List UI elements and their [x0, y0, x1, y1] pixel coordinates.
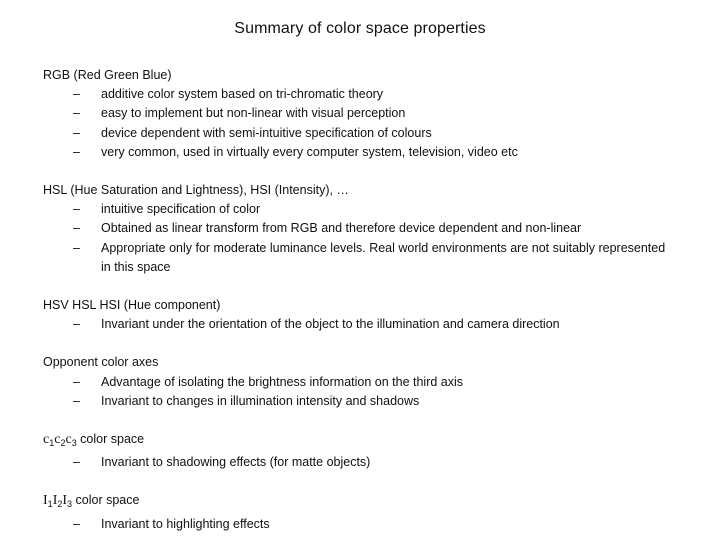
section-heading: RGB (Red Green Blue)	[43, 68, 172, 82]
dash-bullet: –	[73, 221, 80, 236]
list-item: – Invariant to highlighting effects	[43, 515, 693, 534]
dash-bullet: –	[73, 144, 80, 159]
list-item: – Appropriate only for moderate luminance levels. Real world environments are not suitably represented in this space	[73, 240, 666, 274]
list-item: – Invariant to changes in illumination intensity and shadows	[43, 392, 693, 411]
page-title: Summary of color space properties	[234, 20, 486, 37]
list-item: – Invariant under the orientation of the object to the illumination and camera direction	[43, 315, 693, 334]
section-heading: $c_1c_2c_3$ color space	[43, 432, 145, 449]
dash-bullet: –	[73, 125, 80, 140]
list-item: – very common, used in virtually every computer system, television, video etc	[43, 143, 693, 162]
dash-bullet: –	[73, 202, 80, 217]
section-heading: HSV HSL HSI (Hue component)	[43, 298, 221, 313]
section-heading: HSL (Hue Saturation and Lightness), HSI (Intensity), …	[43, 183, 349, 198]
section-i1i2i3	[43, 491, 693, 533]
dash-bullet: –	[73, 393, 80, 408]
section-rgb	[43, 66, 693, 162]
dash-bullet: –	[73, 374, 80, 389]
dash-bullet: –	[73, 240, 80, 255]
section-hsl	[43, 181, 693, 277]
dash-bullet: –	[73, 317, 80, 332]
list-item: – intuitive specification of color	[43, 200, 693, 219]
section-hue	[43, 296, 693, 334]
list-item: – Advantage of isolating the brightness information on the third axis	[43, 373, 693, 392]
dash-bullet: –	[73, 87, 80, 102]
list-item: – Obtained as linear transform from RGB and therefore device dependent and non-linear	[43, 219, 693, 238]
dash-bullet: –	[73, 455, 80, 470]
section-c1c2c3	[43, 430, 693, 472]
list-item: – device dependent with semi-intuitive specification of colours	[43, 124, 693, 143]
list-item: – easy to implement but non-linear with visual perception	[43, 104, 693, 123]
section-heading: $I_1I_2I_3$ color space	[43, 493, 140, 510]
list-item: – Invariant to shadowing effects (for matte objects)	[43, 453, 693, 472]
list-item: – additive color system based on tri-chromatic theory	[43, 85, 693, 104]
dash-bullet: –	[73, 516, 80, 531]
dash-bullet: –	[73, 106, 80, 121]
properties-list	[43, 66, 693, 553]
section-opponent	[43, 353, 693, 411]
section-heading: Opponent color axes	[43, 355, 159, 370]
